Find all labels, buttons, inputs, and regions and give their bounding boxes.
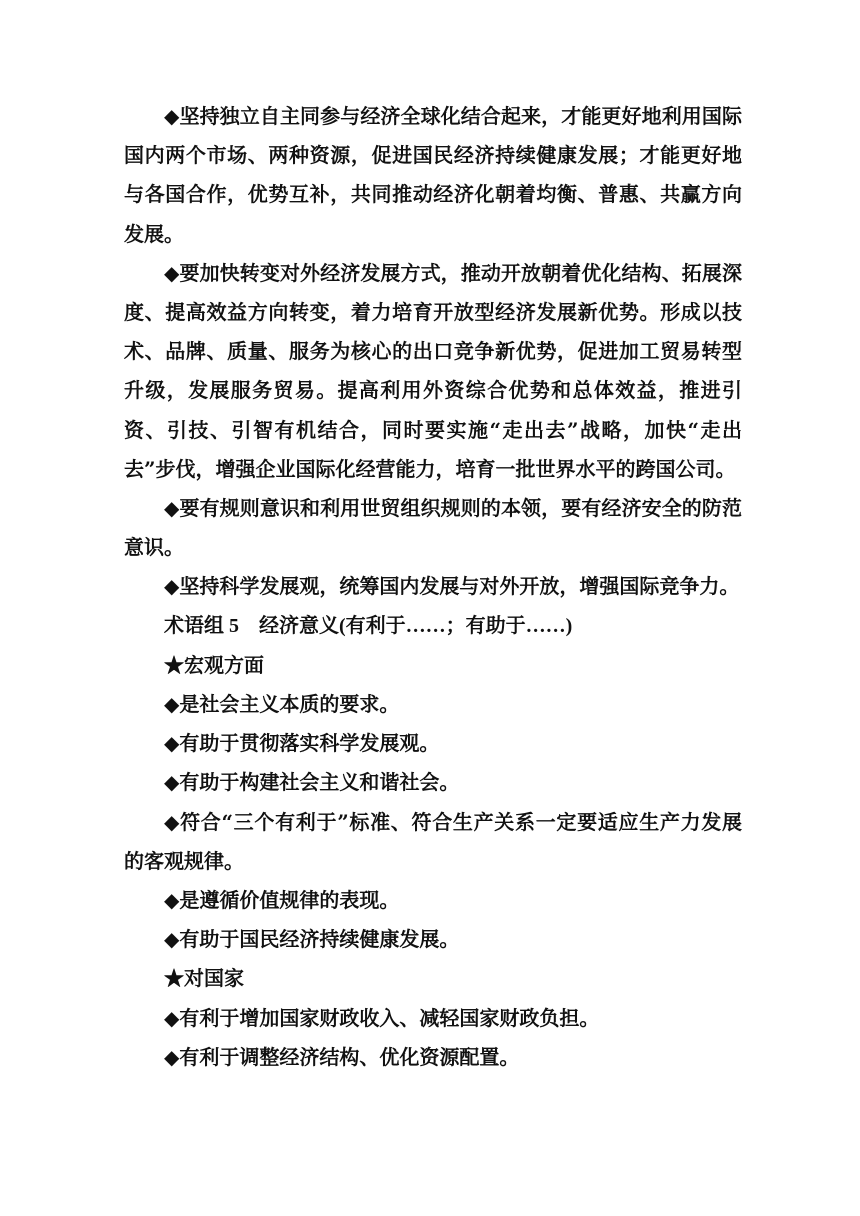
bullet-paragraph: ◆要有规则意识和利用世贸组织规则的本领，要有经济安全的防范意识。 — [124, 496, 742, 560]
bullet-paragraph: ◆要加快转变对外经济发展方式，推动开放朝着优化结构、拓展深度、提高效益方向转变，着力培育开放型经济发展新优势。形成以技术、品牌、质量、服务为核心的出口竞争新优势，促进加工贸易转型升级，发展服务贸易。提高利用外资综合优势和总体效益，推进引资、引技、引智有机结合，同时要实施“走出去”战略，加快“走出去”步伐，增强企业国际化经营能力，培育一批世界水平的跨国公司。 — [124, 260, 742, 481]
bullet-paragraph: ◆有利于增加国家财政收入、减轻国家财政负担。 — [164, 1005, 600, 1030]
bullet-paragraph: ◆有助于国民经济持续健康发展。 — [164, 927, 460, 952]
document-body — [124, 97, 742, 1077]
section-heading: ★宏观方面 — [164, 652, 264, 677]
bullet-paragraph: ◆是社会主义本质的要求。 — [164, 692, 400, 717]
bullet-paragraph: ◆有助于贯彻落实科学发展观。 — [164, 731, 440, 756]
bullet-paragraph: ◆符合“三个有利于”标准、符合生产关系一定要适应生产力发展的客观规律。 — [124, 809, 742, 873]
term-group-heading: 术语组 5 经济意义(有利于……；有助于……) — [164, 614, 573, 637]
bullet-paragraph: ◆是遵循价值规律的表现。 — [164, 888, 400, 913]
bullet-paragraph: ◆有助于构建社会主义和谐社会。 — [164, 770, 460, 795]
section-heading: ★对国家 — [164, 966, 244, 991]
bullet-paragraph: ◆坚持科学发展观，统筹国内发展与对外开放，增强国际竞争力。 — [164, 574, 740, 599]
bullet-paragraph: ◆坚持独立自主同参与经济全球化结合起来，才能更好地利用国际国内两个市场、两种资源，促进国民经济持续健康发展；才能更好地与各国合作，优势互补，共同推动经济化朝着均衡、普惠、共赢方向发展。 — [124, 104, 742, 246]
bullet-paragraph: ◆有利于调整经济结构、优化资源配置。 — [164, 1044, 520, 1069]
